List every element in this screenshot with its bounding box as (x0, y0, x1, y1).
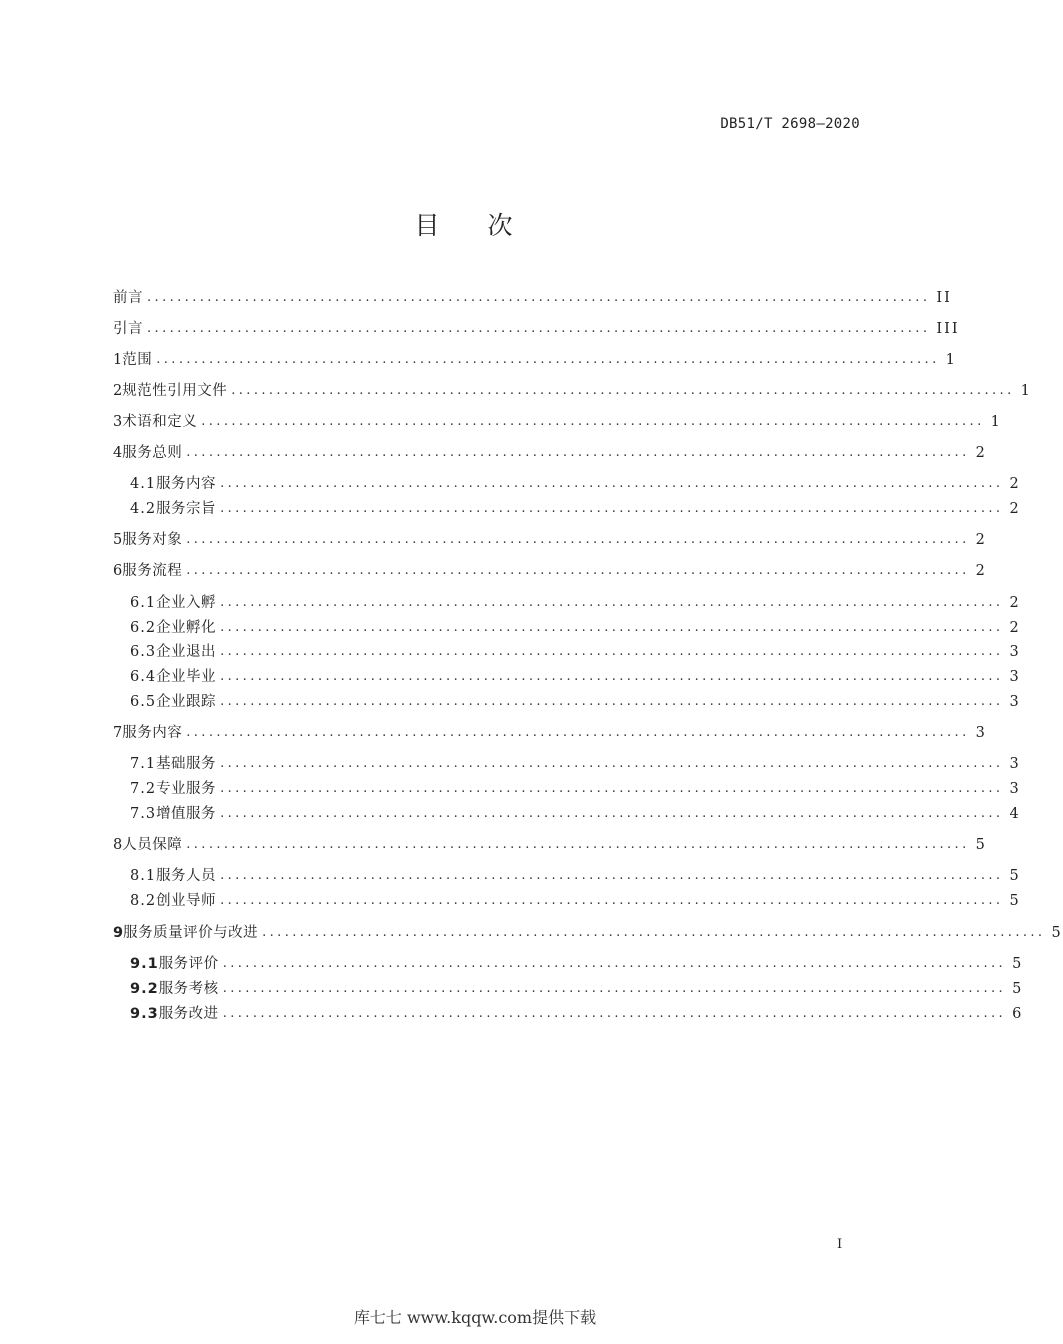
toc-entry-label: 服务总则 (122, 445, 183, 461)
toc-entry-page: 2 (975, 445, 987, 461)
toc-entry-label: 前言 (113, 290, 143, 306)
toc-entry-number: 6.1 (130, 595, 157, 611)
toc-entry-page: 5 (1012, 981, 1024, 997)
toc-subentry[interactable] (130, 866, 1021, 886)
toc-leader-dots: ........................................................................................................ (186, 725, 970, 740)
toc-entry-number: 1 (113, 352, 123, 368)
toc-leader-dots: ........................................................................................................ (186, 532, 970, 547)
standard-code: DB51/T 2698—2020 (720, 116, 860, 132)
toc-leader-dots: ........................................................................................................ (220, 620, 1004, 635)
toc-entry-label: 服务评价 (158, 956, 219, 972)
toc-entry-page: III (936, 321, 960, 337)
toc-entry-number: 9 (113, 925, 124, 941)
toc-entry-page: II (936, 290, 952, 306)
toc-entry-number: 7.3 (130, 806, 157, 822)
toc-entry-page: 3 (975, 725, 987, 741)
toc-entry-label: 企业跟踪 (156, 694, 217, 710)
toc-entry-page: 5 (1012, 956, 1024, 972)
page-number: I (837, 1237, 843, 1252)
toc-entry-number: 7 (113, 725, 123, 741)
page-title: 目次 (414, 211, 561, 240)
toc-leader-dots: ........................................................................................................ (220, 756, 1004, 771)
toc-subentry[interactable] (130, 954, 1024, 974)
toc-leader-dots: ........................................................................................................ (222, 956, 1007, 971)
toc-entry-page: 5 (1009, 868, 1021, 884)
toc-leader-dots: ........................................................................................................ (220, 806, 1004, 821)
toc-leader-dots: ........................................................................................................ (231, 383, 1015, 398)
toc-subentry[interactable] (130, 667, 1021, 687)
toc-leader-dots: ........................................................................................................ (186, 445, 970, 460)
toc-leader-dots: ........................................................................................................ (156, 352, 940, 367)
toc-entry-label: 服务考核 (158, 981, 219, 997)
toc-entry-number: 6.5 (130, 694, 157, 710)
toc-entry-number: 5 (113, 532, 123, 548)
toc-leader-dots: ........................................................................................................ (147, 321, 931, 336)
toc-entry-page: 3 (1009, 694, 1021, 710)
toc-entry-number: 8.1 (130, 868, 157, 884)
toc-entry-number: 2 (113, 383, 123, 399)
toc-entry-page: 2 (1009, 595, 1021, 611)
toc-entry-label: 增值服务 (156, 806, 217, 822)
toc-entry-page: 2 (1009, 620, 1021, 636)
toc-entry-label: 服务内容 (156, 476, 217, 492)
toc-entry-label: 服务流程 (122, 563, 183, 579)
toc-subentry[interactable] (130, 692, 1021, 712)
toc-entry-page: 2 (975, 563, 987, 579)
toc-entry-number: 8.2 (130, 893, 157, 909)
toc-leader-dots: ........................................................................................................ (220, 781, 1004, 796)
toc-entry[interactable] (113, 288, 952, 308)
toc-entry-page: 5 (1051, 925, 1063, 941)
toc-entry-label: 服务质量评价与改进 (123, 925, 259, 941)
toc-entry[interactable] (113, 723, 987, 743)
toc-entry-page: 6 (1012, 1006, 1024, 1022)
toc-leader-dots: ........................................................................................................ (220, 868, 1004, 883)
toc-subentry[interactable] (130, 593, 1021, 613)
toc-entry-page: 3 (1009, 781, 1021, 797)
toc-entry-label: 服务人员 (156, 868, 217, 884)
toc-entry[interactable] (113, 412, 1002, 432)
toc-entry-label: 企业退出 (156, 644, 217, 660)
toc-leader-dots: ........................................................................................................ (220, 644, 1004, 659)
toc-subentry[interactable] (130, 1004, 1024, 1024)
toc-entry-page: 5 (975, 837, 987, 853)
toc-entry[interactable] (113, 530, 987, 550)
toc-entry-number: 9.1 (130, 956, 159, 972)
toc-entry-page: 2 (1009, 476, 1021, 492)
toc-entry-label: 范围 (122, 352, 153, 368)
toc-entry-page: 3 (1009, 644, 1021, 660)
toc-leader-dots: ........................................................................................................ (220, 694, 1004, 709)
toc-entry-label: 基础服务 (156, 756, 217, 772)
toc-entry-label: 企业毕业 (156, 669, 217, 685)
toc-leader-dots: ........................................................................................................ (201, 414, 985, 429)
toc-leader-dots: ........................................................................................................ (147, 290, 931, 305)
toc-entry-number: 7.2 (130, 781, 157, 797)
toc-entry-label: 专业服务 (156, 781, 217, 797)
toc-entry-label: 服务对象 (122, 532, 183, 548)
toc-entry-label: 引言 (113, 321, 143, 337)
toc-subentry[interactable] (130, 499, 1021, 519)
toc-entry-page: 1 (945, 352, 957, 368)
toc-subentry[interactable] (130, 979, 1024, 999)
toc-entry-page: 4 (1009, 806, 1021, 822)
toc-subentry[interactable] (130, 618, 1021, 638)
toc-leader-dots: ........................................................................................................ (220, 476, 1004, 491)
toc-leader-dots: ........................................................................................................ (222, 981, 1007, 996)
toc-entry-label: 服务改进 (158, 1006, 219, 1022)
toc-entry-label: 企业孵化 (156, 620, 217, 636)
toc-entry-number: 6.4 (130, 669, 157, 685)
toc-entry[interactable] (113, 350, 957, 370)
toc-entry-label: 企业入孵 (156, 595, 217, 611)
toc-entry-page: 3 (1009, 756, 1021, 772)
toc-entry-label: 人员保障 (122, 837, 183, 853)
toc-entry-number: 4.1 (130, 476, 157, 492)
toc-leader-dots: ........................................................................................................ (186, 837, 970, 852)
toc-leader-dots: ........................................................................................................ (220, 893, 1004, 908)
toc-entry-page: 3 (1009, 669, 1021, 685)
toc-entry-number: 4 (113, 445, 123, 461)
toc-subentry[interactable] (130, 804, 1021, 824)
toc-entry-number: 3 (113, 414, 123, 430)
toc-subentry[interactable] (130, 474, 1021, 494)
toc-entry-page: 1 (1020, 383, 1032, 399)
toc-subentry[interactable] (130, 779, 1021, 799)
toc-leader-dots: ........................................................................................................ (220, 501, 1004, 516)
toc-entry[interactable] (113, 319, 960, 339)
toc-entry[interactable] (113, 923, 1063, 943)
toc-entry-number: 7.1 (130, 756, 157, 772)
toc-entry[interactable] (113, 561, 987, 581)
toc-entry-number: 8 (113, 837, 123, 853)
toc-leader-dots: ........................................................................................................ (222, 1006, 1007, 1021)
toc-subentry[interactable] (130, 754, 1021, 774)
toc-entry-page: 5 (1009, 893, 1021, 909)
toc-entry-label: 术语和定义 (122, 414, 198, 430)
toc-entry-label: 服务宗旨 (156, 501, 217, 517)
toc-entry-label: 服务内容 (122, 725, 183, 741)
toc-entry-number: 9.2 (130, 981, 159, 997)
download-watermark: 库七七 www.kqqw.com提供下载 (353, 1308, 597, 1327)
toc-subentry[interactable] (130, 642, 1021, 662)
toc-entry-number: 6 (113, 563, 123, 579)
toc-entry[interactable] (113, 443, 987, 463)
toc-leader-dots: ........................................................................................................ (220, 669, 1004, 684)
toc-entry[interactable] (113, 381, 1032, 401)
toc-entry-page: 2 (1009, 501, 1021, 517)
toc-entry-label: 创业导师 (156, 893, 217, 909)
toc-entry-page: 2 (975, 532, 987, 548)
toc-entry-page: 1 (990, 414, 1002, 430)
toc-entry[interactable] (113, 835, 987, 855)
toc-leader-dots: ........................................................................................................ (220, 595, 1004, 610)
toc-leader-dots: ........................................................................................................ (262, 925, 1046, 940)
toc-subentry[interactable] (130, 891, 1021, 911)
toc-leader-dots: ........................................................................................................ (186, 563, 970, 578)
toc-entry-number: 9.3 (130, 1006, 159, 1022)
toc-entry-number: 6.3 (130, 644, 157, 660)
toc-entry-label: 规范性引用文件 (122, 383, 228, 399)
toc-entry-number: 6.2 (130, 620, 157, 636)
toc-entry-number: 4.2 (130, 501, 157, 517)
